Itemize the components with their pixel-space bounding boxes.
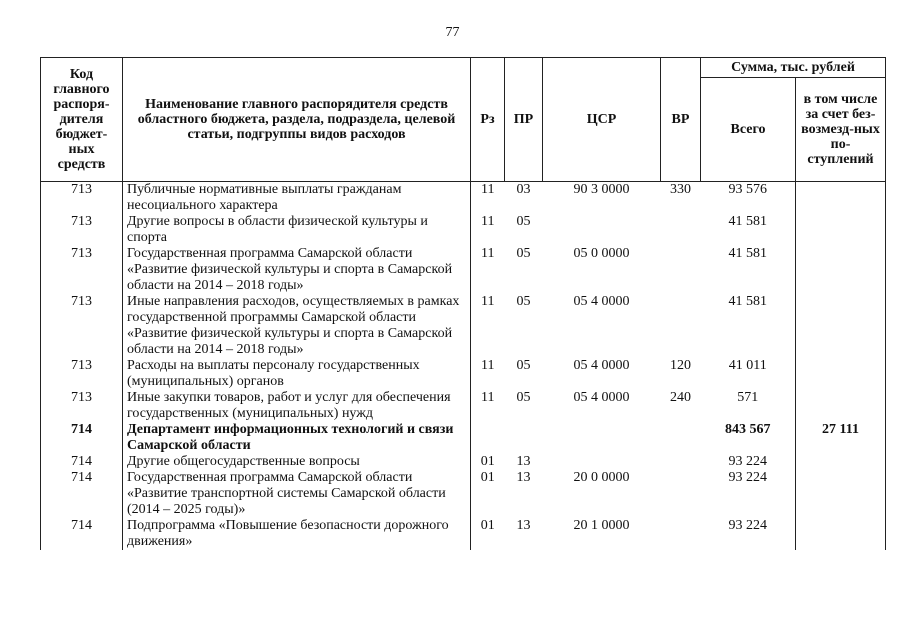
cell-rz: 01 <box>480 454 495 469</box>
cell-name: Публичные нормативные выплаты гражданам несоциального характера <box>123 182 471 215</box>
cell-rz: 01 <box>480 470 495 485</box>
cell-receipts: 27 111 <box>796 422 886 454</box>
cell-pr: 13 <box>516 470 531 485</box>
cell-rz: 11 <box>481 358 495 373</box>
cell-pr: 05 <box>516 294 531 309</box>
header-rz: Рз <box>471 58 505 182</box>
header-code: Код главного распоря-дителя бюджет-ных средств <box>41 58 123 182</box>
cell-pr: 05 <box>516 390 531 405</box>
cell-vr <box>661 470 701 518</box>
cell-total: 93 224 <box>728 454 767 469</box>
header-receipts: в том числе за счет без-возмезд-ных по-ступлений <box>796 78 886 182</box>
cell-code: 714 <box>41 422 123 454</box>
header-pr: ПР <box>505 58 543 182</box>
cell-code: 713 <box>41 358 123 390</box>
cell-receipts <box>796 470 886 518</box>
cell-pr: 03 <box>516 182 531 197</box>
budget-table <box>40 57 886 550</box>
cell-receipts <box>796 246 886 294</box>
cell-total: 41 581 <box>728 214 767 229</box>
table-row <box>41 454 886 470</box>
cell-rz: 11 <box>481 390 495 405</box>
cell-total: 843 567 <box>725 422 771 437</box>
page-number: 77 <box>445 25 460 40</box>
cell-receipts <box>796 182 886 215</box>
cell-csr: 05 4 0000 <box>573 358 630 373</box>
header-vr: ВР <box>661 58 701 182</box>
cell-code: 713 <box>41 246 123 294</box>
cell-csr: 20 0 0000 <box>573 470 630 485</box>
cell-receipts <box>796 390 886 422</box>
cell-name: Другие вопросы в области физической культуры и спорта <box>123 214 471 246</box>
cell-code: 714 <box>41 454 123 470</box>
table-row <box>41 182 886 215</box>
cell-csr: 20 1 0000 <box>573 518 630 533</box>
table-row <box>41 470 886 518</box>
table-row <box>41 246 886 294</box>
cell-name: Подпрограмма «Повышение безопасности дорожного движения» <box>123 518 471 550</box>
cell-vr <box>661 214 701 246</box>
cell-receipts <box>796 454 886 470</box>
cell-total: 93 224 <box>728 518 767 533</box>
cell-csr: 90 3 0000 <box>573 182 630 197</box>
cell-rz: 11 <box>481 294 495 309</box>
cell-rz: 11 <box>481 214 495 229</box>
cell-pr: 13 <box>516 454 531 469</box>
cell-total: 93 224 <box>728 470 767 485</box>
cell-code: 713 <box>41 390 123 422</box>
cell-vr <box>661 246 701 294</box>
header-sum: Сумма, тыс. рублей <box>701 58 886 78</box>
table-row <box>41 214 886 246</box>
cell-pr: 13 <box>516 518 531 533</box>
cell-vr <box>661 422 701 454</box>
cell-vr: 330 <box>670 182 691 197</box>
cell-code: 714 <box>41 518 123 550</box>
cell-csr: 05 4 0000 <box>573 390 630 405</box>
cell-csr: 05 0 0000 <box>573 246 630 261</box>
cell-csr <box>543 214 661 246</box>
cell-total: 571 <box>737 390 759 405</box>
cell-pr: 05 <box>516 214 531 229</box>
cell-name: Иные закупки товаров, работ и услуг для обеспечения государственных (муниципальных) нужд <box>123 390 471 422</box>
cell-name: Департамент информационных технологий и связи Самарской области <box>123 422 471 454</box>
cell-name: Иные направления расходов, осуществляемых в рамках государственной программы Самарской области «Развитие физической культуры и спорта в Самарской области на 2014 – 2018 годы» <box>123 294 471 358</box>
cell-rz: 11 <box>481 246 495 261</box>
header-total: Всего <box>701 78 796 182</box>
table-row <box>41 390 886 422</box>
cell-receipts <box>796 214 886 246</box>
cell-vr <box>661 518 701 550</box>
cell-code: 713 <box>41 294 123 358</box>
cell-pr <box>505 422 543 454</box>
cell-total: 41 581 <box>728 246 767 261</box>
cell-name: Расходы на выплаты персоналу государственных (муниципальных) органов <box>123 358 471 390</box>
cell-csr <box>543 422 661 454</box>
table-row <box>41 518 886 550</box>
table-header <box>41 58 886 182</box>
cell-vr: 240 <box>670 390 691 405</box>
cell-total: 93 576 <box>728 182 767 197</box>
cell-vr <box>661 454 701 470</box>
header-csr: ЦСР <box>543 58 661 182</box>
cell-code: 713 <box>41 214 123 246</box>
header-name: Наименование главного распорядителя средств областного бюджета, раздела, подраздела, целевой статьи, подгруппы видов расходов <box>123 58 471 182</box>
cell-csr: 05 4 0000 <box>573 294 630 309</box>
cell-vr: 120 <box>670 358 691 373</box>
cell-vr <box>661 294 701 358</box>
cell-total: 41 581 <box>728 294 767 309</box>
cell-csr <box>543 454 661 470</box>
table-row <box>41 422 886 454</box>
cell-receipts <box>796 518 886 550</box>
cell-name: Другие общегосударственные вопросы <box>123 454 471 470</box>
cell-receipts <box>796 358 886 390</box>
cell-pr: 05 <box>516 246 531 261</box>
cell-name: Государственная программа Самарской области «Развитие физической культуры и спорта в Самарской области на 2014 – 2018 годы» <box>123 246 471 294</box>
cell-rz <box>471 422 505 454</box>
cell-code: 713 <box>41 182 123 215</box>
table-row <box>41 294 886 358</box>
table-row <box>41 358 886 390</box>
cell-receipts <box>796 294 886 358</box>
cell-code: 714 <box>41 470 123 518</box>
cell-rz: 11 <box>481 182 495 197</box>
cell-rz: 01 <box>480 518 495 533</box>
cell-name: Государственная программа Самарской области «Развитие транспортной системы Самарской области (2014 – 2025 годы)» <box>123 470 471 518</box>
cell-pr: 05 <box>516 358 531 373</box>
table-body <box>41 182 886 551</box>
cell-total: 41 011 <box>728 358 767 373</box>
